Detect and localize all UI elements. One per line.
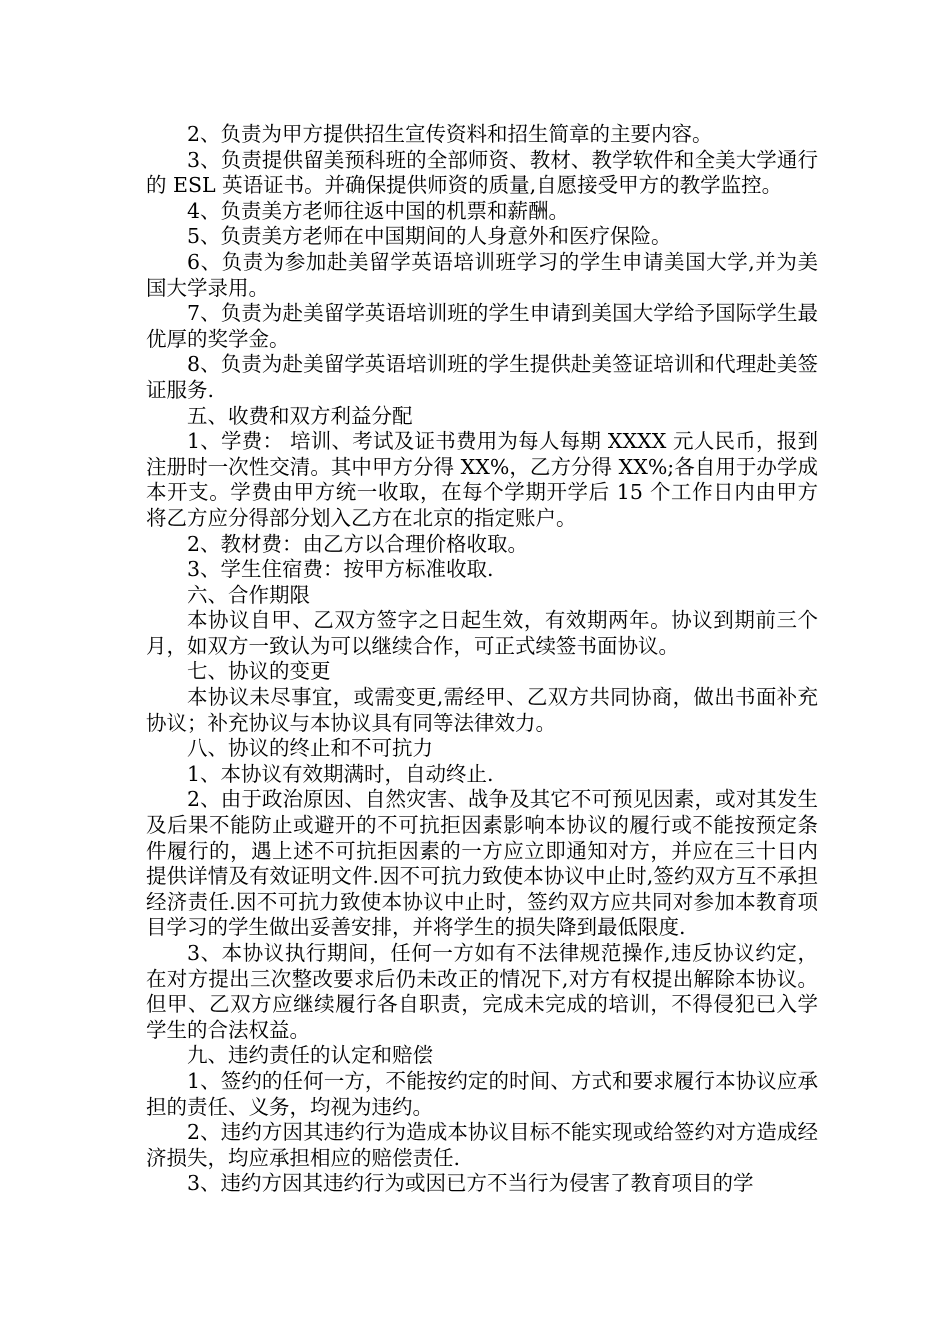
clause-item: 2、违约方因其违约行为造成本协议目标不能实现或给签约对方造成经济损失，均应承担相应的赔偿责任.: [146, 1120, 818, 1170]
clause-item: 6、负责为参加赴美留学英语培训班学习的学生申请美国大学,并为美国大学录用。: [146, 249, 818, 300]
section-heading: 八、协议的终止和不可抗力: [187, 736, 433, 761]
clause-item: 2、负责为甲方提供招生宣传资料和招生简章的主要内容。: [187, 122, 713, 146]
clause-item: 1、学费： 培训、考试及证书费用为每人每期 XXXX 元人民币，报到注册时一次性交清。其中甲方分得 XX%，乙方分得 XX%;各自用于办学成本开支。学费由甲方统一收取，在每个学期开学后 15 个工作日内由甲方将乙方应分得部分划入乙方在北京的指定账户。: [146, 429, 818, 530]
agreement-body: [146, 122, 818, 1197]
section-heading: 六、合作期限: [187, 582, 310, 607]
clause-item: 4、负责美方老师往返中国的机票和薪酬。: [187, 198, 570, 223]
clause-item: 8、负责为赴美留学英语培训班的学生提供赴美签证培训和代理赴美签证服务.: [146, 352, 818, 402]
clause-item: 3、学生住宿费：按甲方标准收取.: [187, 557, 494, 582]
section-heading: 七、协议的变更: [187, 659, 331, 684]
clause-item: 7、负责为赴美留学英语培训班的学生申请到美国大学给予国际学生最优厚的奖学金。: [146, 301, 818, 351]
clause-item: 3、负责提供留美预科班的全部师资、教材、教学软件和全美大学通行的 ESL 英语证书。并确保提供师资的质量,自愿接受甲方的教学监控。: [146, 147, 818, 198]
clause-item: 本协议未尽事宜，或需变更,需经甲、乙双方共同协商，做出书面补充协议；补充协议与本协议具有同等法律效力。: [146, 685, 818, 735]
section-heading: 五、收费和双方利益分配: [187, 403, 413, 428]
clause-item: 3、违约方因其违约行为或因已方不当行为侵害了教育项目的学: [187, 1171, 754, 1196]
clause-item: 2、教材费：由乙方以合理价格收取。: [187, 531, 529, 556]
clause-item: 本协议自甲、乙双方签字之日起生效，有效期两年。协议到期前三个月，如双方一致认为可以继续合作，可正式续签书面协议。: [146, 608, 818, 658]
section-heading: 九、违约责任的认定和赔偿: [187, 1043, 433, 1068]
clause-item: 5、负责美方老师在中国期间的人身意外和医疗保险。: [187, 224, 672, 249]
clause-item: 3、本协议执行期间，任何一方如有不法律规范操作,违反协议约定，在对方提出三次整改要求后仍未改正的情况下,对方有权提出解除本协议。但甲、乙双方应继续履行各自职责，完成未完成的培训，不得侵犯已入学学生的合法权益。: [146, 941, 818, 1042]
clause-item: 2、由于政治原因、自然灾害、战争及其它不可预见因素，或对其发生及后果不能防止或避开的不可抗拒因素影响本协议的履行或不能按预定条件履行的，遇上述不可抗拒因素的一方应立即通知对方，并应在三十日内提供详情及有效证明文件.因不可抗力致使本协议中止时,签约双方互不承担经济责任.因不可抗力致使本协议中止时，签约双方应共同对参加本教育项目学习的学生做出妥善安排，并将学生的损失降到最低限度.: [146, 787, 818, 940]
clause-item: 1、本协议有效期满时，自动终止.: [187, 761, 494, 786]
clause-item: 1、签约的任何一方，不能按约定的时间、方式和要求履行本协议应承担的责任、义务，均视为违约。: [146, 1068, 818, 1119]
